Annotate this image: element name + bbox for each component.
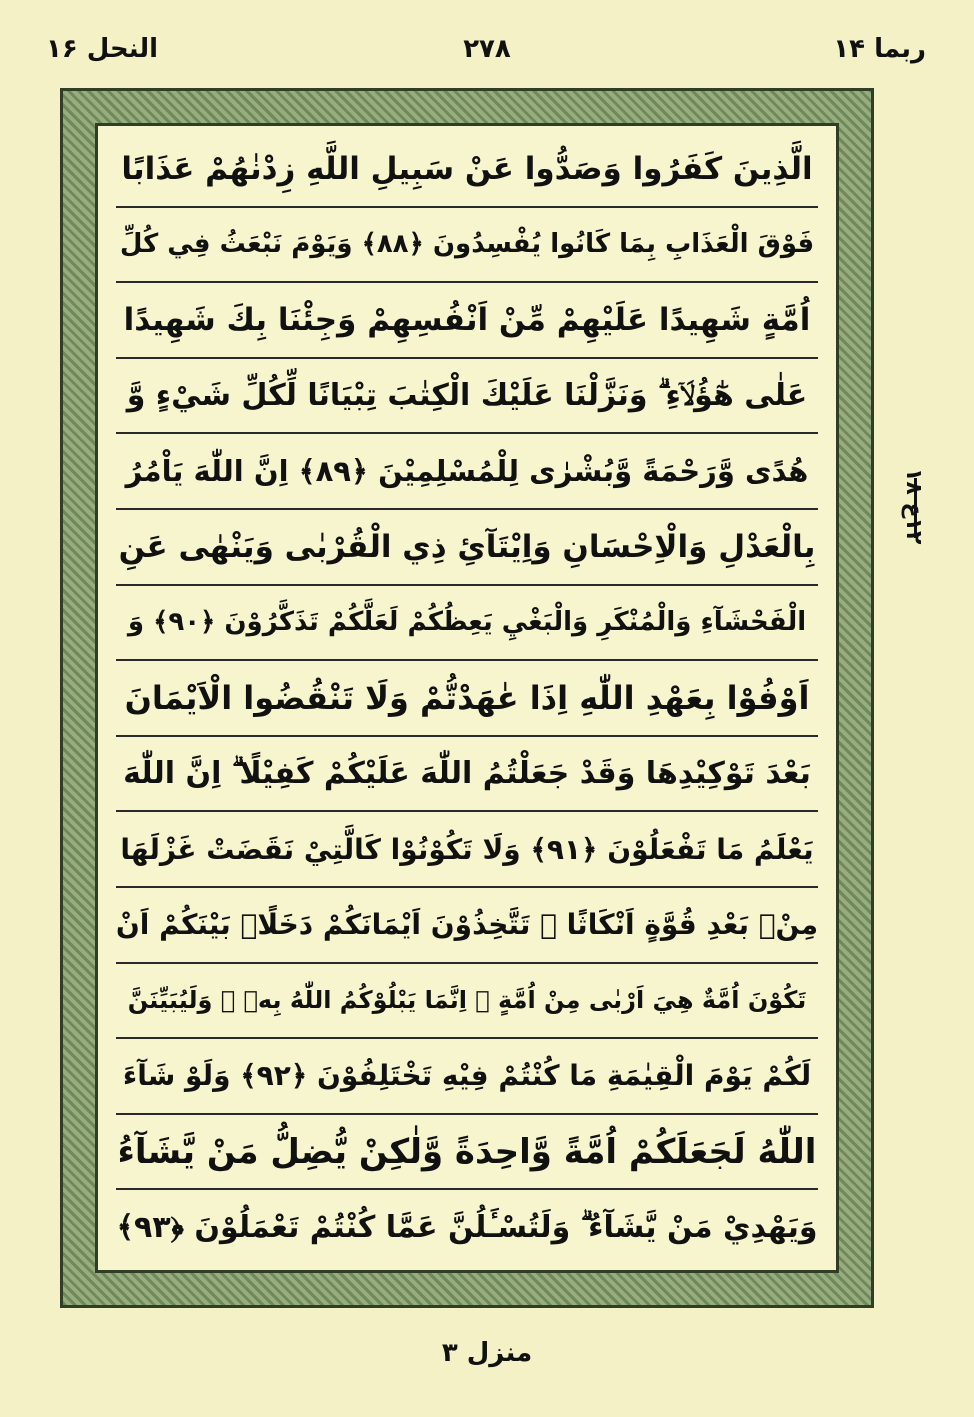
verse-line: فَوْقَ الْعَذَابِ بِمَا كَانُوا يُفْسِدُونَ ﴿۸۸﴾ وَيَوْمَ نَبْعَثُ فِي كُلِّ <box>116 208 818 284</box>
verse-line: اَوْفُوْا بِعَهْدِ اللّٰهِ اِذَا عٰهَدْتُّمْ وَلَا تَنْقُضُوا الْاَيْمَانَ <box>116 661 818 737</box>
verse-line: مِنْۢ بَعْدِ قُوَّةٍ اَنْكَاثًا ۗ تَتَّخِذُوْنَ اَيْمَانَكُمْ دَخَلًاۢ بَيْنَكُمْ اَنْ <box>116 888 818 964</box>
page-number: ۲۷۸ <box>463 34 511 64</box>
verse-line: تَكُوْنَ اُمَّةٌ هِيَ اَرْبٰى مِنْ اُمَّةٍ ۗ اِنَّمَا يَبْلُوْكُمُ اللّٰهُ بِهٖ ۗ وَلَيُبَيِّنَنَّ <box>116 964 818 1040</box>
verse-line: الَّذِينَ كَفَرُوا وَصَدُّوا عَنْ سَبِيلِ اللَّهِ زِدْنٰهُمْ عَذَابًا <box>116 132 818 208</box>
verse-line: وَيَهْدِيْ مَنْ يَّشَآءُ ۗ وَلَتُسْـَٔلُنَّ عَمَّا كُنْتُمْ تَعْمَلُوْنَ ﴿۹۳﴾ <box>116 1209 818 1245</box>
verse-line: لَكُمْ يَوْمَ الْقِيٰمَةِ مَا كُنْتُمْ فِيْهِ تَخْتَلِفُوْنَ ﴿۹۲﴾ وَلَوْ شَآءَ <box>116 1039 818 1115</box>
verse-line: الْفَحْشَآءِ وَالْمُنْكَرِ وَالْبَغْيِ يَعِظُكُمْ لَعَلَّكُمْ تَذَكَّرُوْنَ ﴿۹۰﴾ وَ <box>116 586 818 662</box>
ruku-marker: ۱۲ع ۱۸ <box>901 468 926 545</box>
verse-lines <box>116 132 818 1264</box>
verse-line: بِالْعَدْلِ وَالْاِحْسَانِ وَاِيْتَآئِ ذِي الْقُرْبٰى وَيَنْهٰى عَنِ <box>116 510 818 586</box>
verse-line: اُمَّةٍ شَهِيدًا عَلَيْهِمْ مِّنْ اَنْفُسِهِمْ وَجِئْنَا بِكَ شَهِيدًا <box>116 283 818 359</box>
verse-line: عَلٰى هٰٓؤُلَاۤءِ ۗ وَنَزَّلْنَا عَلَيْكَ الْكِتٰبَ تِبْيَانًا لِّكُلِّ شَيْءٍ وَّ <box>116 359 818 435</box>
para-name: ربما ۱۴ <box>833 34 926 64</box>
surah-name: النحل ۱۶ <box>46 34 159 64</box>
verse-line: بَعْدَ تَوْكِيْدِهَا وَقَدْ جَعَلْتُمُ اللّٰهَ عَلَيْكُمْ كَفِيْلًا ۗ اِنَّ اللّٰهَ <box>116 737 818 813</box>
text-panel <box>95 123 839 1273</box>
verse-line: يَعْلَمُ مَا تَفْعَلُوْنَ ﴿۹۱﴾ وَلَا تَكُوْنُوْا كَالَّتِيْ نَقَضَتْ غَزْلَهَا <box>116 812 818 888</box>
verse-line: هُدًى وَّرَحْمَةً وَّبُشْرٰى لِلْمُسْلِمِيْنَ ﴿۸۹﴾ اِنَّ اللّٰهَ يَاْمُرُ <box>116 434 818 510</box>
manzil-label: منزل ۳ <box>441 1338 533 1368</box>
ornamental-border <box>60 88 874 1308</box>
verse-line: اللّٰهُ لَجَعَلَكُمْ اُمَّةً وَّاحِدَةً وَّلٰكِنْ يُّضِلُّ مَنْ يَّشَآءُ <box>116 1115 818 1191</box>
